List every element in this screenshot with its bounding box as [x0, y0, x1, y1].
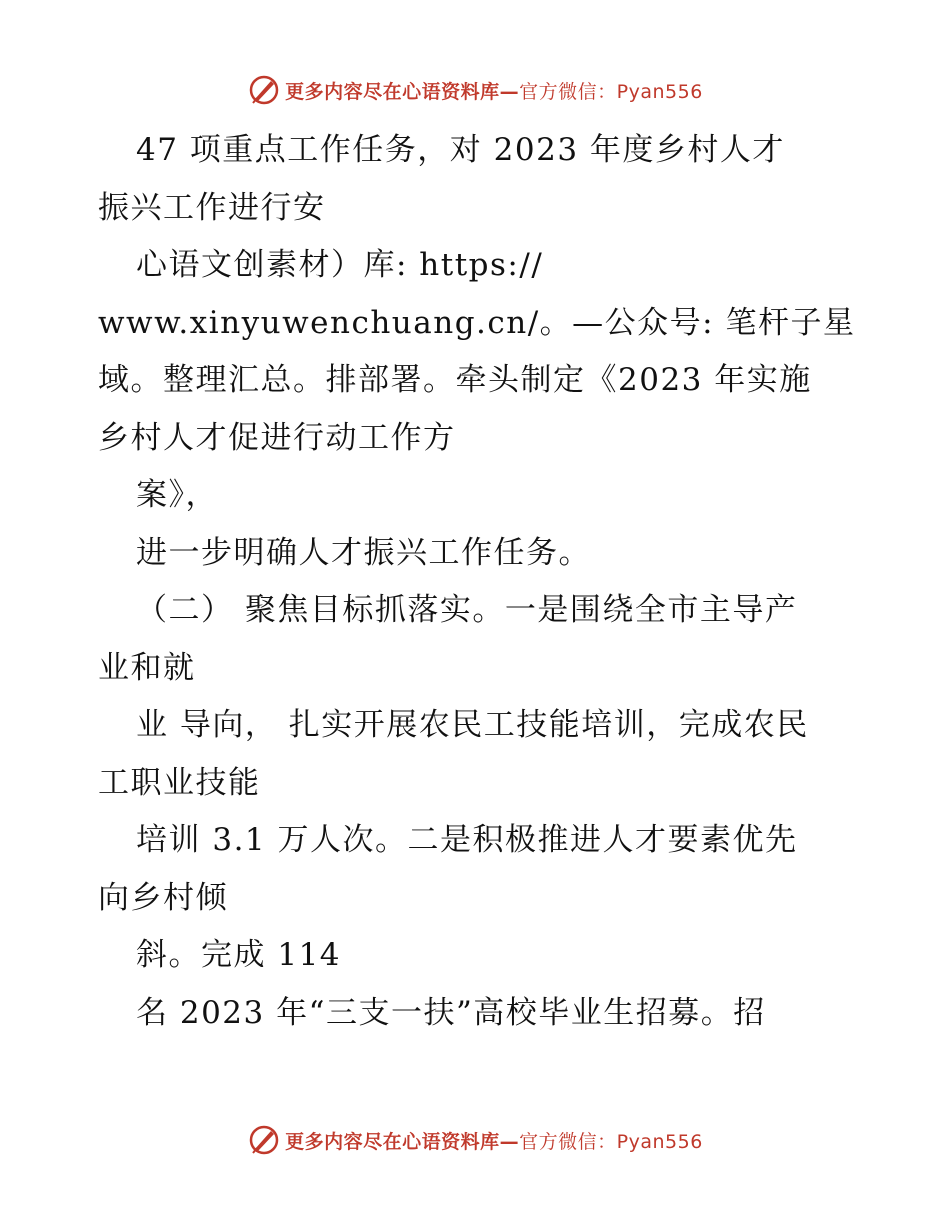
text-line: 培训 3.1 万人次。二是积极推进人才要素优先 — [136, 822, 798, 858]
text-line: 乡村人才促进行动工作方 — [98, 419, 456, 456]
header-banner-title: 更多内容尽在心语资料库— — [285, 80, 520, 103]
quill-logo-icon — [247, 1123, 281, 1157]
text-line: 斜。完成 114 — [136, 937, 342, 973]
text-line: 业 导向， 扎实开展农民工技能培训，完成农民 — [136, 707, 809, 743]
text-line: 名 2023 年“三支一扶”高校毕业生招募。招 — [136, 994, 766, 1031]
document-body — [98, 122, 858, 1042]
text-line: 业和就 — [98, 649, 196, 686]
text-line: 振兴工作进行安 — [98, 189, 326, 226]
footer-banner-text — [285, 1127, 703, 1154]
text-line: 域。整理汇总。排部署。牵头制定《2023 年实施 — [98, 362, 812, 398]
header-banner-wechat: 官方微信：Pyan556 — [519, 80, 703, 103]
footer-banner — [0, 1120, 950, 1160]
text-line: 工职业技能 — [98, 764, 261, 801]
quill-logo-icon — [247, 73, 281, 107]
text-line: 进一步明确人才振兴工作任务。 — [136, 534, 591, 571]
text-line: 向乡村倾 — [98, 879, 228, 916]
footer-banner-wechat: 官方微信：Pyan556 — [519, 1130, 703, 1153]
text-line: 47 项重点工作任务，对 2023 年度乡村人才 — [136, 132, 785, 168]
text-line: www.xinyuwenchuang.cn/。—公众号: 笔杆子星 — [98, 304, 856, 341]
header-banner-text — [285, 77, 703, 104]
text-line: （二） 聚焦目标抓落实。一是围绕全市主导产 — [136, 592, 798, 628]
text-line: 心语文创素材）库: https:// — [136, 247, 544, 283]
footer-banner-title: 更多内容尽在心语资料库— — [285, 1130, 520, 1153]
header-banner — [0, 70, 950, 110]
text-line: 案》， — [136, 477, 218, 513]
